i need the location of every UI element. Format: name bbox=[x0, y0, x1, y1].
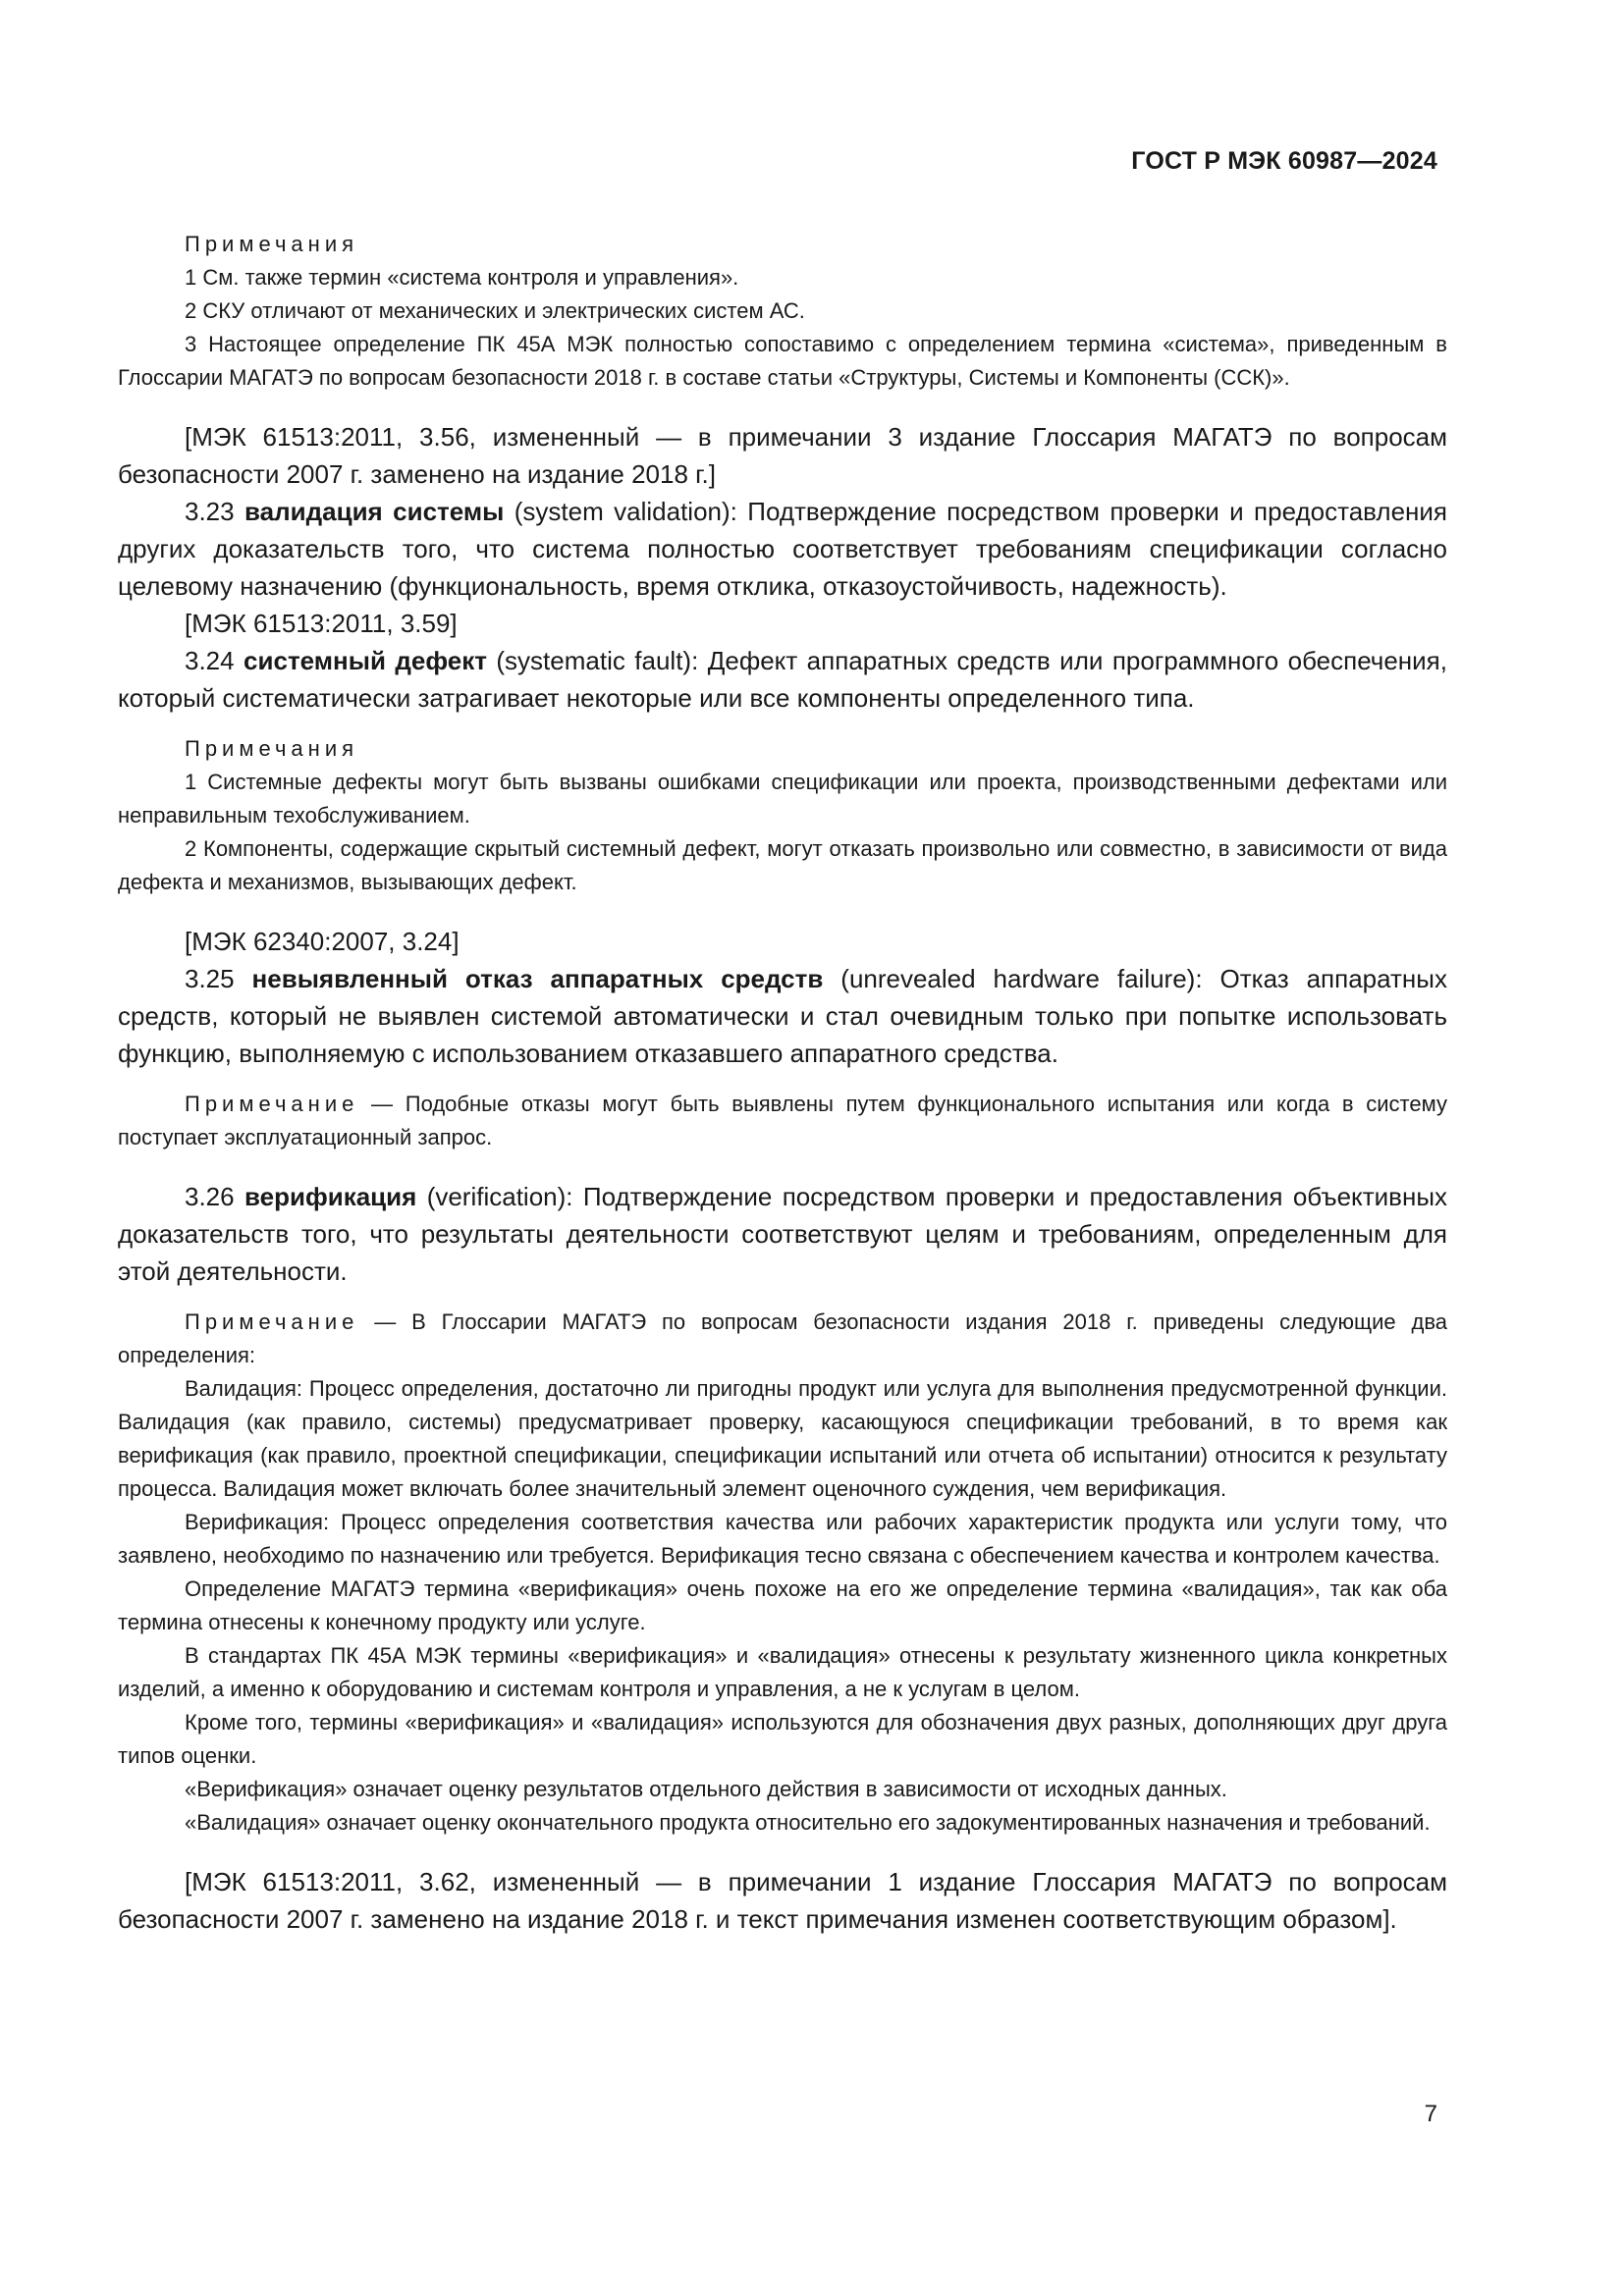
note-paragraph: Кроме того, термины «верификация» и «валидация» используются для обозначения двух разных, дополняющих друг друга типов оценки. bbox=[118, 1710, 1447, 1768]
note-paragraph: «Верификация» означает оценку результатов отдельного действия в зависимости от исходных данных. bbox=[185, 1777, 1227, 1801]
note-item: 1 Системные дефекты могут быть вызваны ошибками спецификации или проекта, производственными дефектами или неправильным техобслуживанием. bbox=[118, 770, 1447, 828]
term-definition-3-25 bbox=[118, 960, 1447, 1072]
term-definition-3-23 bbox=[118, 493, 1447, 605]
source-reference: [МЭК 62340:2007, 3.24] bbox=[185, 927, 460, 956]
source-reference: [МЭК 61513:2011, 3.62, измененный — в примечании 1 издание Глоссария МАГАТЭ по вопросам безопасности 2007 г. заменено на издание 2018 г. и текст примечания изменен соответствующим образом]. bbox=[118, 1867, 1447, 1934]
note-paragraph: В стандартах ПК 45А МЭК термины «верификация» и «валидация» отнесены к результату жизненного цикла конкретных изделий, а именно к оборудованию и системам контроля и управления, а не к услугам в целом. bbox=[118, 1643, 1447, 1701]
source-reference: [МЭК 61513:2011, 3.56, измененный — в примечании 3 издание Глоссария МАГАТЭ по вопросам безопасности 2007 г. заменено на издание 2018 г.] bbox=[118, 422, 1447, 489]
term-title: невыявленный отказ аппаратных средств bbox=[251, 964, 824, 993]
term-title: верификация bbox=[244, 1182, 417, 1211]
term-definition-text: (system validation): Подтверждение посредством проверки и предоставления других доказательств того, что система полностью соответствует требованиям спецификации согласно целевому назначению (функциональность, время отклика, отказоустойчивость, надежность). bbox=[118, 497, 1447, 601]
page-number: 7 bbox=[1424, 2101, 1437, 2127]
note-text: — В Глоссарии МАГАТЭ по вопросам безопасности издания 2018 г. приведены следующие два определения: bbox=[118, 1309, 1447, 1367]
notes-heading: Примечания bbox=[185, 232, 359, 256]
term-definition-3-26 bbox=[118, 1178, 1447, 1290]
term-number: 3.26 bbox=[185, 1182, 235, 1211]
note-label: Примечание bbox=[185, 1092, 359, 1116]
note-single bbox=[118, 1306, 1447, 1372]
page-content bbox=[118, 228, 1447, 1938]
notes-block bbox=[118, 732, 1447, 899]
term-number: 3.24 bbox=[185, 646, 235, 675]
notes-block bbox=[118, 1306, 1447, 1840]
notes-block bbox=[118, 228, 1447, 395]
term-definition-text: (verification): Подтверждение посредством проверки и предоставления объективных доказательств того, что результаты деятельности соответствуют целям и требованиям, определенным для этой деятельности. bbox=[118, 1182, 1448, 1286]
note-paragraph: Валидация: Процесс определения, достаточно ли пригодны продукт или услуга для выполнения предусмотренной функции. Валидация (как правило, системы) предусматривает проверку, касающуюся спецификации требований, в то время как верификация (как правило, проектной спецификации, спецификации испытаний или отчета об испытании) относится к результату процесса. Валидация может включать более значительный элемент оценочного суждения, чем верификация. bbox=[118, 1376, 1447, 1501]
notes-heading: Примечания bbox=[185, 736, 359, 761]
term-number: 3.23 bbox=[185, 497, 235, 526]
note-item: 1 См. также термин «система контроля и управления». bbox=[185, 265, 739, 290]
note-item: 2 СКУ отличают от механических и электрических систем АС. bbox=[185, 298, 805, 323]
term-title: валидация системы bbox=[244, 497, 505, 526]
note-item: 3 Настоящее определение ПК 45А МЭК полностью сопоставимо с определением термина «система», приведенным в Глоссарии МАГАТЭ по вопросам безопасности 2018 г. в составе статьи «Структуры, Системы и Компоненты (ССК)». bbox=[118, 332, 1447, 390]
term-definition-text: (unrevealed hardware failure): Отказ аппаратных средств, который не выявлен системой автоматически и стал очевидным только при попытке использовать функцию, выполняемую с использованием отказавшего аппаратного средства. bbox=[118, 964, 1447, 1068]
term-number: 3.25 bbox=[185, 964, 235, 993]
term-title: системный дефект bbox=[244, 646, 487, 675]
note-single bbox=[118, 1088, 1447, 1154]
note-label: Примечание bbox=[185, 1309, 359, 1334]
term-definition-text: (systematic fault): Дефект аппаратных средств или программного обеспечения, который систематически затрагивает некоторые или все компоненты определенного типа. bbox=[118, 646, 1447, 713]
note-paragraph: Определение МАГАТЭ термина «верификация» очень похоже на его же определение термина «валидация», так как оба термина отнесены к конечному продукту или услуге. bbox=[118, 1576, 1447, 1634]
note-text: — Подобные отказы могут быть выявлены путем функционального испытания или когда в систему поступает эксплуатационный запрос. bbox=[118, 1092, 1447, 1149]
note-paragraph: Верификация: Процесс определения соответствия качества или рабочих характеристик продукта или услуги тому, что заявлено, необходимо по назначению или требуется. Верификация тесно связана с обеспечением качества и контролем качества. bbox=[118, 1510, 1447, 1568]
note-paragraph: «Валидация» означает оценку окончательного продукта относительно его задокументированных назначения и требований. bbox=[185, 1810, 1431, 1835]
document-code-header: ГОСТ Р МЭК 60987—2024 bbox=[1131, 147, 1437, 175]
note-item: 2 Компоненты, содержащие скрытый системный дефект, могут отказать произвольно или совместно, в зависимости от вида дефекта и механизмов, вызывающих дефект. bbox=[118, 836, 1447, 894]
source-reference: [МЭК 61513:2011, 3.59] bbox=[185, 609, 458, 638]
term-definition-3-24 bbox=[118, 642, 1447, 717]
